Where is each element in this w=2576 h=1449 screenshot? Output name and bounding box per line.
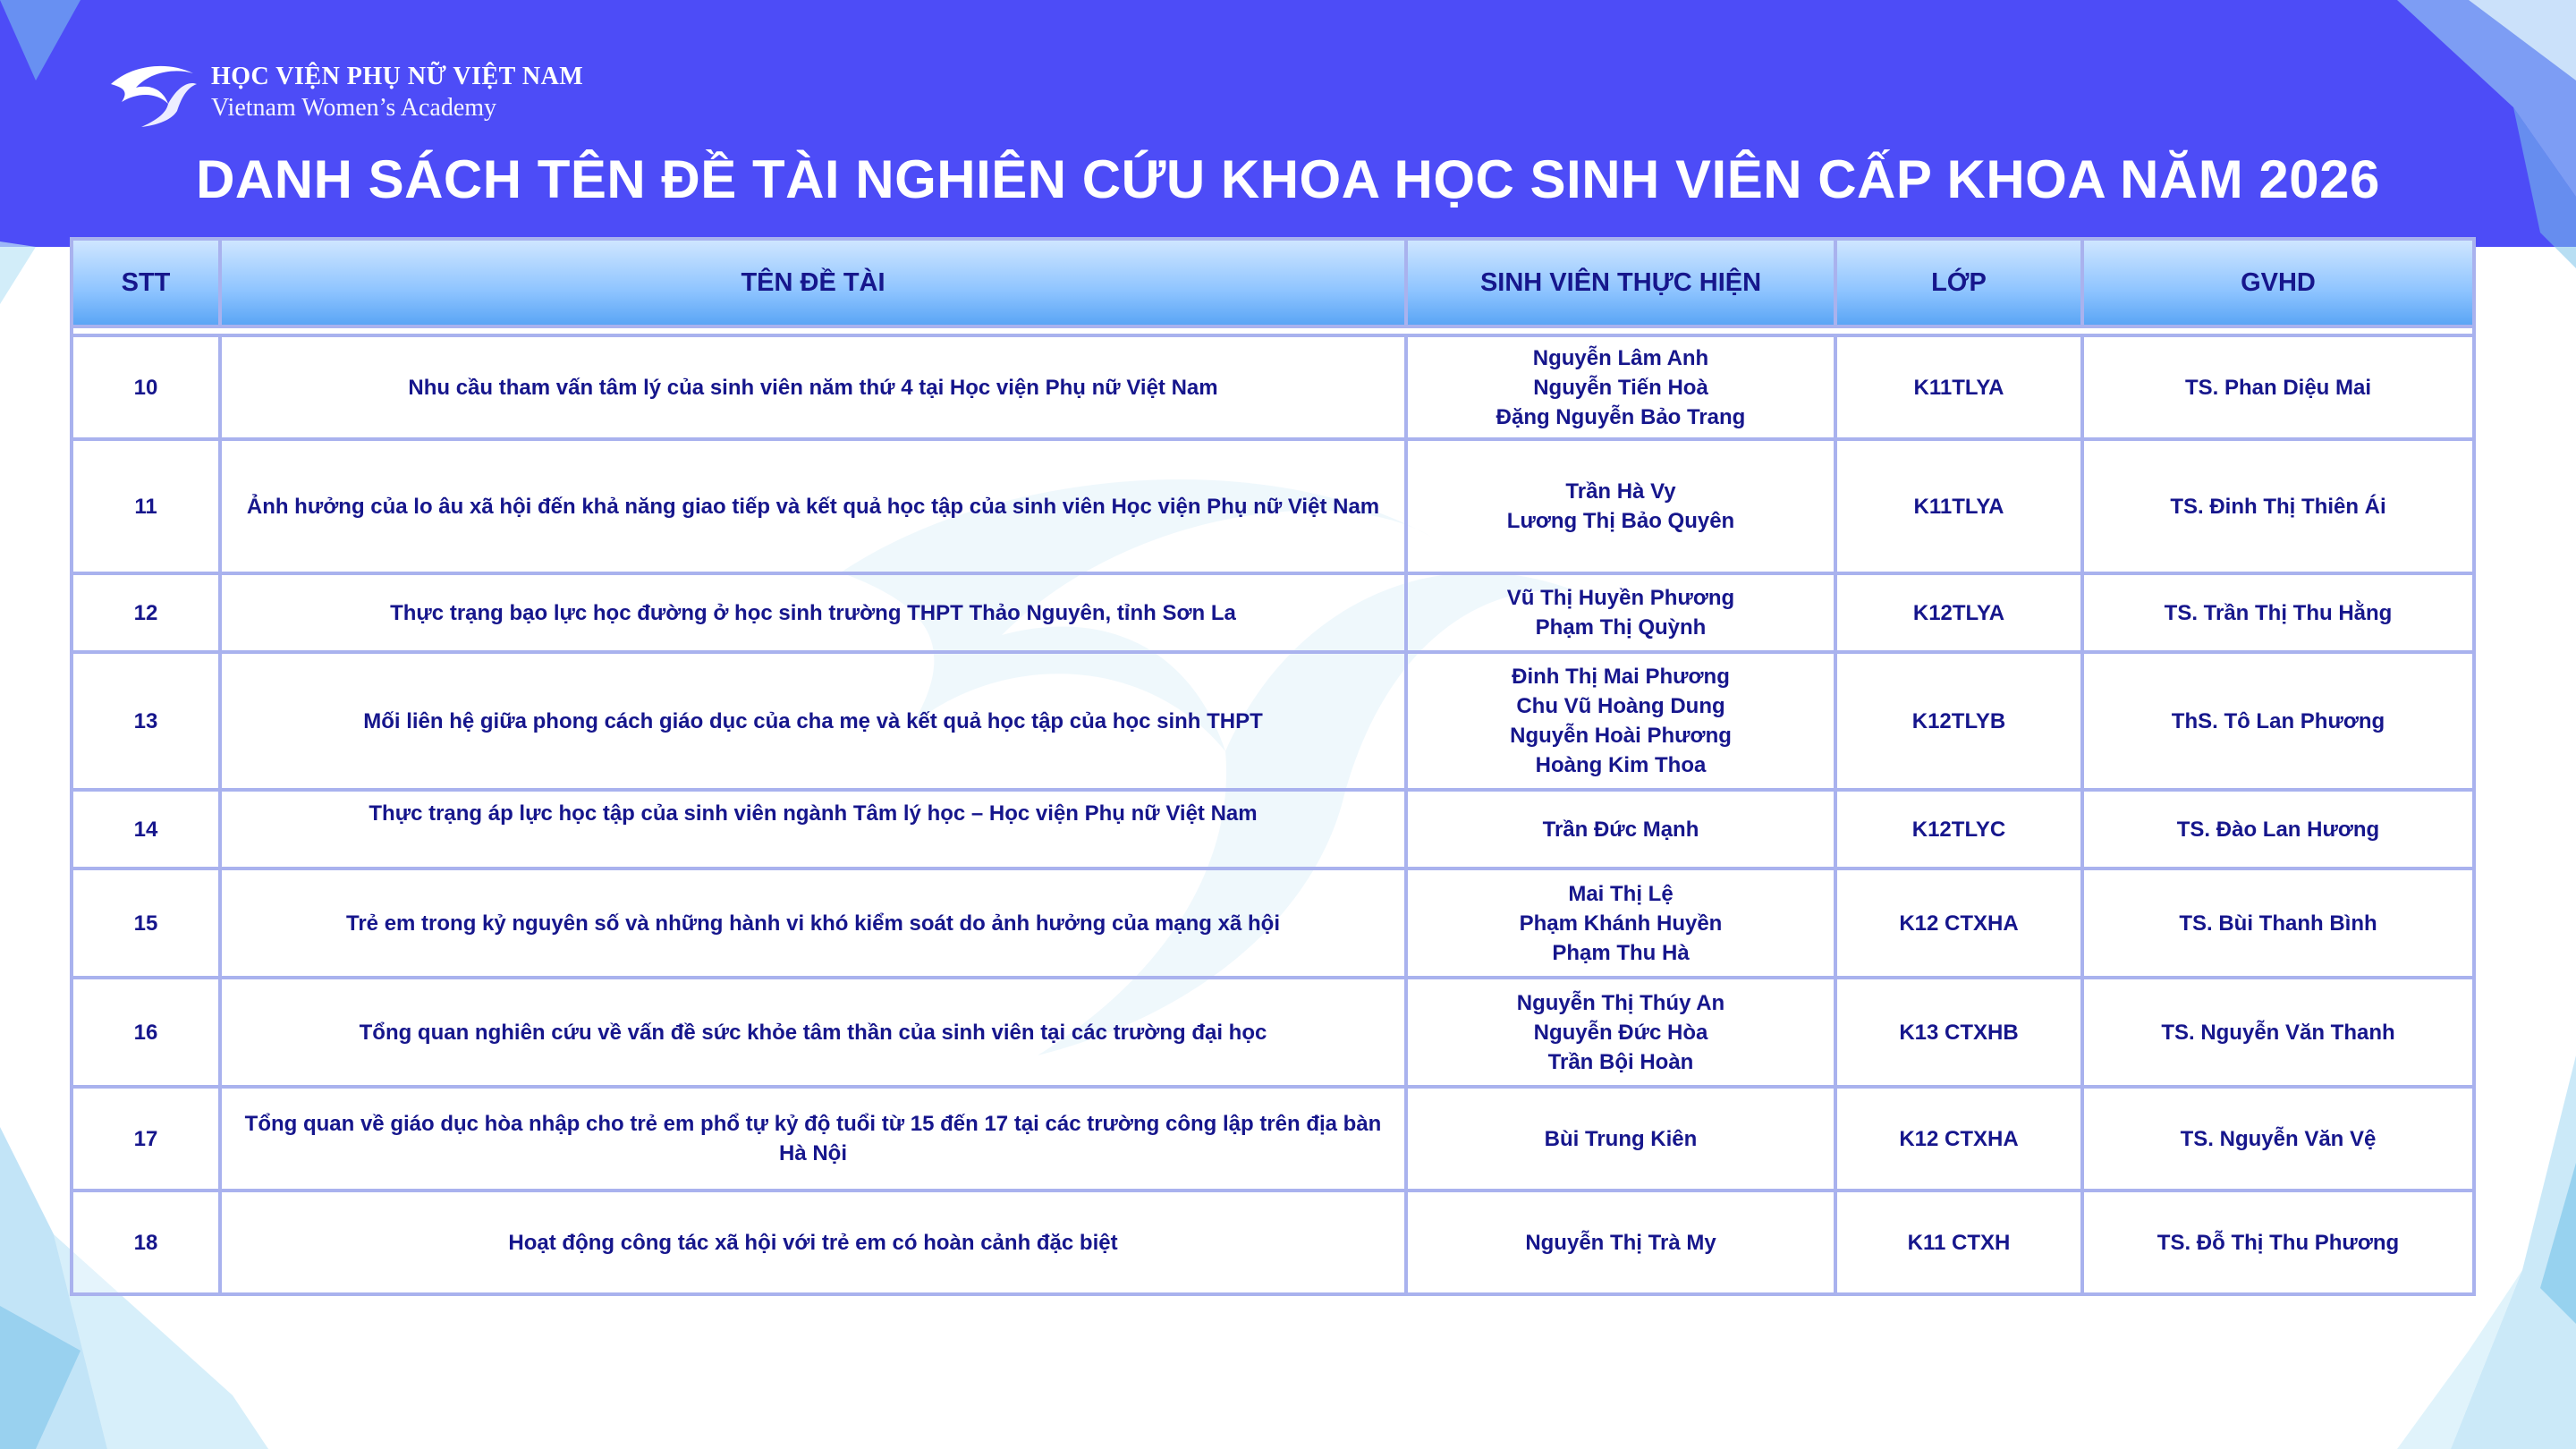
students-cell [1406, 1191, 1835, 1294]
student-name: Mai Thị Lệ [1568, 881, 1674, 906]
class-cell: K12 CTXHA [1835, 869, 2082, 978]
topic-cell: Tổng quan về giáo dục hòa nhập cho trẻ em phổ tự kỷ độ tuổi từ 15 đến 17 tại các trường công lập trên địa bàn Hà Nội [220, 1087, 1406, 1191]
topic-cell: Trẻ em trong kỷ nguyên số và những hành vi khó kiểm soát do ảnh hưởng của mạng xã hội [220, 869, 1406, 978]
student-name: Nguyễn Hoài Phương [1510, 724, 1732, 748]
student-name: Chu Vũ Hoàng Dung [1516, 694, 1725, 718]
table-row [72, 573, 2474, 652]
column-header-topic: TÊN ĐỀ TÀI [220, 239, 1406, 326]
topics-table [70, 237, 2476, 1296]
students-cell [1406, 790, 1835, 869]
topic-cell: Tổng quan nghiên cứu về vấn đề sức khỏe tâm thần của sinh viên tại các trường đại học [220, 978, 1406, 1087]
students-cell [1406, 652, 1835, 790]
advisor-cell: TS. Trần Thị Thu Hằng [2082, 573, 2474, 652]
student-name: Nguyễn Đức Hòa [1533, 1020, 1708, 1045]
separator-cell [72, 326, 2474, 335]
table-row [72, 790, 2474, 869]
student-name: Trần Bội Hoàn [1547, 1049, 1694, 1074]
logo-name: HỌC VIỆN PHỤ NỮ VIỆT NAM [211, 63, 584, 90]
table-header-row [72, 239, 2474, 326]
student-name: Trần Hà Vy [1565, 479, 1676, 504]
class-cell: K11TLYA [1835, 335, 2082, 439]
advisor-cell: TS. Đỗ Thị Thu Phương [2082, 1191, 2474, 1294]
student-name: Nguyễn Tiến Hoà [1533, 375, 1708, 400]
advisor-cell: ThS. Tô Lan Phương [2082, 652, 2474, 790]
class-cell: K13 CTXHB [1835, 978, 2082, 1087]
table-row [72, 335, 2474, 439]
students-cell [1406, 335, 1835, 439]
stt-cell: 13 [72, 652, 220, 790]
topic-cell: Nhu cầu tham vấn tâm lý của sinh viên năm thứ 4 tại Học viện Phụ nữ Việt Nam [220, 335, 1406, 439]
advisor-cell: TS. Phan Diệu Mai [2082, 335, 2474, 439]
student-name: Trần Đức Mạnh [1542, 817, 1699, 842]
table-row [72, 439, 2474, 573]
column-header-stt: STT [72, 239, 220, 326]
table-row [72, 1087, 2474, 1191]
topic-cell: Thực trạng áp lực học tập của sinh viên ngành Tâm lý học – Học viện Phụ nữ Việt Nam [220, 790, 1406, 869]
student-name: Nguyễn Thị Trà My [1525, 1230, 1716, 1255]
student-name: Nguyễn Lâm Anh [1532, 345, 1709, 370]
advisor-cell: TS. Đào Lan Hương [2082, 790, 2474, 869]
class-cell: K12TLYB [1835, 652, 2082, 790]
class-cell: K12 CTXHA [1835, 1087, 2082, 1191]
student-name: Hoàng Kim Thoa [1535, 753, 1707, 777]
column-header-advisor: GVHD [2082, 239, 2474, 326]
crystal-top-right-decoration [2290, 0, 2576, 268]
stt-cell: 15 [72, 869, 220, 978]
student-name: Phạm Thu Hà [1552, 940, 1690, 965]
advisor-cell: TS. Bùi Thanh Bình [2082, 869, 2474, 978]
table-row [72, 869, 2474, 978]
table-row [72, 652, 2474, 790]
stt-cell: 11 [72, 439, 220, 573]
student-name: Lương Thị Bảo Quyên [1506, 509, 1735, 533]
student-name: Đặng Nguyễn Bảo Trang [1496, 404, 1746, 429]
student-name: Vũ Thị Huyền Phương [1506, 586, 1735, 610]
table-row [72, 978, 2474, 1087]
stt-cell: 18 [72, 1191, 220, 1294]
topic-cell: Thực trạng bạo lực học đường ở học sinh trường THPT Thảo Nguyên, tỉnh Sơn La [220, 573, 1406, 652]
advisor-cell: TS. Nguyễn Văn Vệ [2082, 1087, 2474, 1191]
stt-cell: 14 [72, 790, 220, 869]
students-cell [1406, 573, 1835, 652]
students-cell [1406, 978, 1835, 1087]
topic-cell: Mối liên hệ giữa phong cách giáo dục của cha mẹ và kết quả học tập của học sinh THPT [220, 652, 1406, 790]
students-cell [1406, 1087, 1835, 1191]
student-name: Đinh Thị Mai Phương [1512, 665, 1730, 689]
dove-logo-icon [106, 57, 199, 129]
student-name: Nguyễn Thị Thúy An [1516, 990, 1725, 1015]
stt-cell: 16 [72, 978, 220, 1087]
stt-cell: 10 [72, 335, 220, 439]
column-header-students: SINH VIÊN THỰC HIỆN [1406, 239, 1835, 326]
page-title: DANH SÁCH TÊN ĐỀ TÀI NGHIÊN CỨU KHOA HỌC SINH VIÊN CẤP KHOA NĂM 2026 [196, 149, 2380, 209]
header-separator [72, 326, 2474, 335]
stt-cell: 12 [72, 573, 220, 652]
academy-logo [106, 57, 583, 129]
stt-cell: 17 [72, 1087, 220, 1191]
class-cell: K12TLYA [1835, 573, 2082, 652]
column-header-class: LỚP [1835, 239, 2082, 326]
student-name: Phạm Thị Quỳnh [1535, 615, 1707, 640]
class-cell: K11TLYA [1835, 439, 2082, 573]
topic-cell: Ảnh hưởng của lo âu xã hội đến khả năng giao tiếp và kết quả học tập của sinh viên Học viện Phụ nữ Việt Nam [220, 439, 1406, 573]
students-cell [1406, 869, 1835, 978]
students-cell [1406, 439, 1835, 573]
class-cell: K11 CTXH [1835, 1191, 2082, 1294]
logo-subtitle: Vietnam Women’s Academy [211, 94, 497, 122]
class-cell: K12TLYC [1835, 790, 2082, 869]
advisor-cell: TS. Nguyễn Văn Thanh [2082, 978, 2474, 1087]
table-row [72, 1191, 2474, 1294]
student-name: Bùi Trung Kiên [1544, 1126, 1698, 1151]
student-name: Phạm Khánh Huyền [1519, 911, 1723, 936]
topic-cell: Hoạt động công tác xã hội với trẻ em có hoàn cảnh đặc biệt [220, 1191, 1406, 1294]
advisor-cell: TS. Đinh Thị Thiên Ái [2082, 439, 2474, 573]
